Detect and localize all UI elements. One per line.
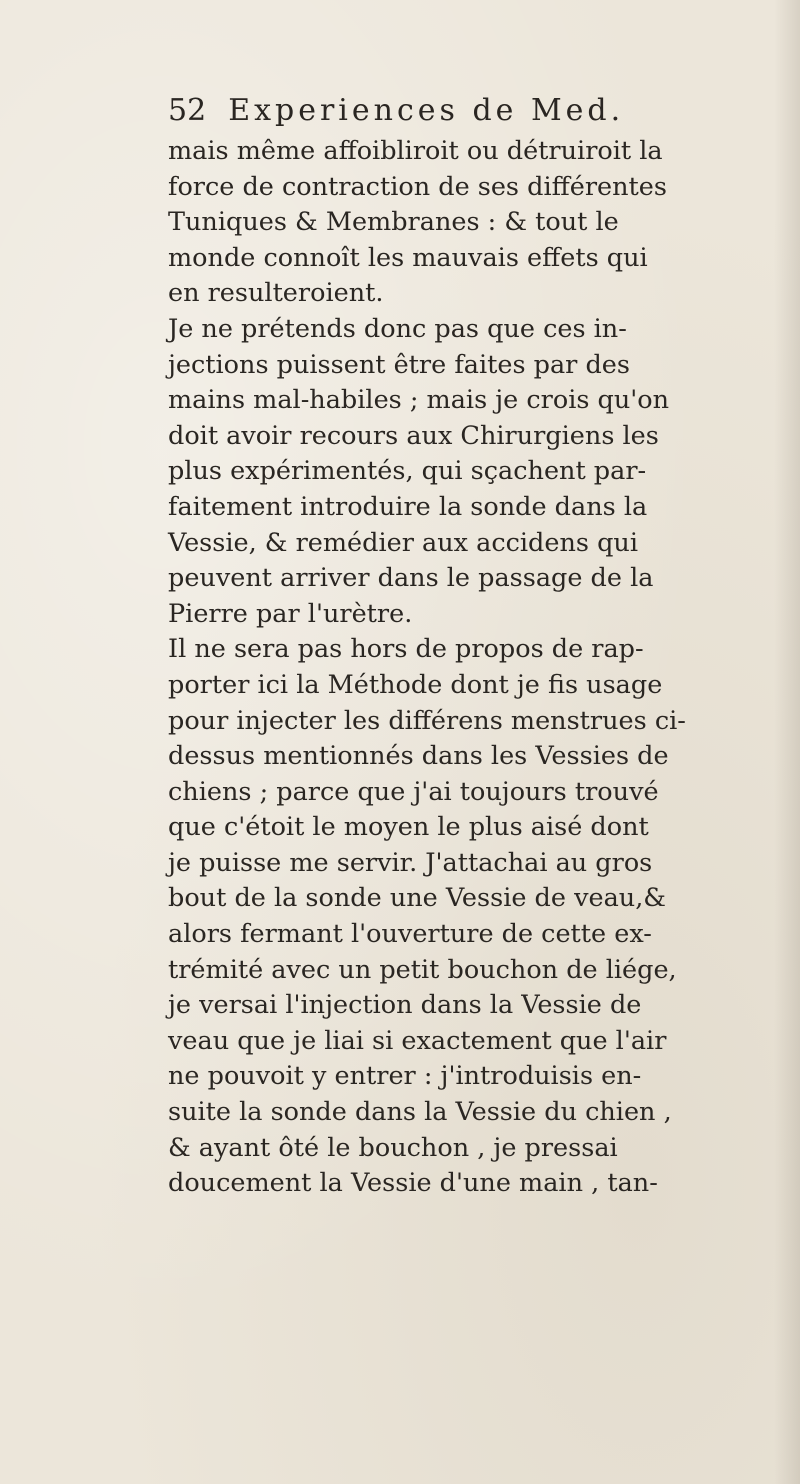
text-line: Tuniques & Membranes : & tout le xyxy=(168,207,619,238)
text-line: Vessie, & remédier aux accidens qui xyxy=(168,527,638,558)
text-line: Je ne prétends donc pas que ces in- xyxy=(168,313,627,344)
running-head xyxy=(168,88,768,134)
text-line: chiens ; parce que j'ai toujours trouvé xyxy=(168,776,659,807)
text-line: suite la sonde dans la Vessie du chien , xyxy=(168,1097,672,1128)
text-line: porter ici la Méthode dont je fis usage xyxy=(168,669,663,700)
text-line: veau que je liai si exactement que l'air xyxy=(168,1025,667,1056)
text-line: que c'étoit le moyen le plus aisé dont xyxy=(168,812,649,843)
text-line: je puisse me servir. J'attachai au gros xyxy=(168,847,653,878)
text-line: pour injecter les différens menstrues ci- xyxy=(168,705,686,736)
text-line: monde connoît les mauvais effets qui xyxy=(168,242,648,273)
text-line: mains mal-habiles ; mais je crois qu'on xyxy=(168,385,670,416)
text-line: je versai l'injection dans la Vessie de xyxy=(168,990,642,1021)
text-line: Il ne sera pas hors de propos de rap- xyxy=(168,634,644,665)
text-line: en resulteroient. xyxy=(168,278,384,309)
text-line: & ayant ôté le bouchon , je pressai xyxy=(168,1132,618,1163)
page-edge-shadow xyxy=(774,0,800,1484)
text-line: mais même affoibliroit ou détruiroit la xyxy=(168,136,663,166)
running-title: Experiences de Med. xyxy=(228,93,625,128)
text-line: trémité avec un petit bouchon de liége, xyxy=(168,954,677,985)
text-line: doit avoir recours aux Chirurgiens les xyxy=(168,420,659,451)
text-line: Pierre par l'urètre. xyxy=(168,598,413,629)
text-line: alors fermant l'ouverture de cette ex- xyxy=(168,919,652,950)
text-line: faitement introduire la sonde dans la xyxy=(168,491,648,522)
text-line: plus expérimentés, qui sçachent par- xyxy=(168,456,647,487)
text-line: peuvent arriver dans le passage de la xyxy=(168,563,654,594)
text-line: bout de la sonde une Vessie de veau,& xyxy=(168,883,666,914)
text-line: force de contraction de ses différentes xyxy=(168,171,667,202)
text-line: dessus mentionnés dans les Vessies de xyxy=(168,741,669,772)
text-line: doucement la Vessie d'une main , tan- xyxy=(168,1168,658,1199)
text-line: ne pouvoit y entrer : j'introduisis en- xyxy=(168,1061,642,1092)
text-block xyxy=(168,88,768,1202)
text-line: jections puissent être faites par des xyxy=(168,349,630,380)
page-number: 52 xyxy=(168,93,207,128)
